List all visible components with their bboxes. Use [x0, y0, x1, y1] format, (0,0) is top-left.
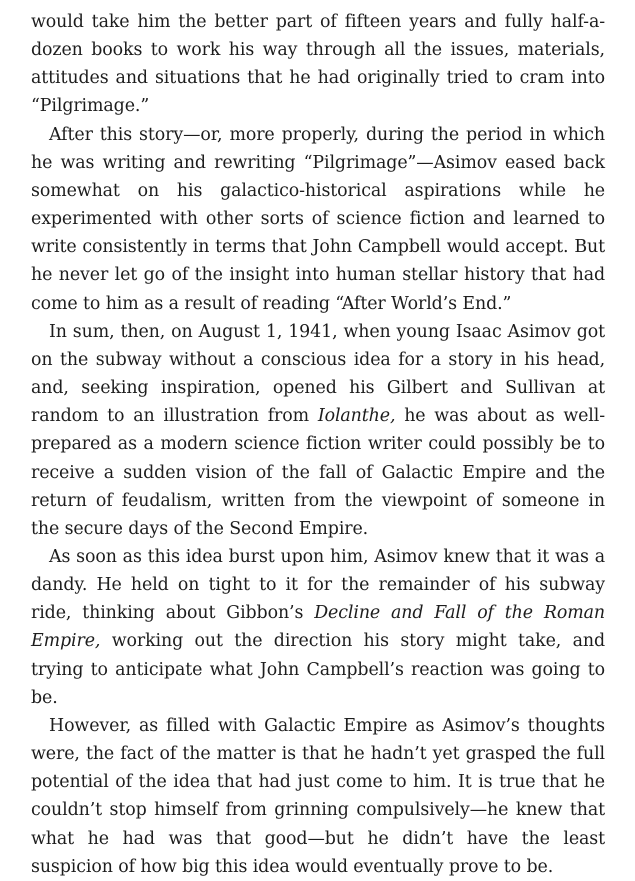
paragraph-after-this-story: [31, 121, 605, 318]
paragraph-as-soon-as: [31, 543, 605, 712]
paragraph-however: [31, 712, 605, 881]
italic-title-iolanthe: Iolanthe,: [317, 406, 396, 427]
paragraph-text: As soon as this idea burst upon him, Asimov knew that it was a dandy. He held on tight to it for the remainder of his subway ride, thinking about Gibbon’s: [31, 546, 605, 624]
paragraph-text: After this story—or, more properly, during the period in which he was writing and rewriting “Pilgrimage”—Asimov eased back somewhat on his galactico-historical aspirations while he experimented with other sorts of science fiction and learned to write consistently in terms that John Campbell would accept. But he never let go of the insight into human stellar history that had come to him as a result of reading “After World’s End.”: [31, 124, 605, 314]
paragraph-continuation: [31, 8, 605, 121]
paragraph-text: working out the direction his story might take, and trying to anticipate what John Campbell’s reaction was going to be.: [31, 631, 605, 708]
paragraph-text: In sum, then, on August 1, 1941, when young Isaac Asimov got on the subway without a conscious idea for a story in his head, and, seeking inspiration, opened his Gilbert and Sullivan at random to an illustration from: [31, 321, 605, 427]
paragraph-text: would take him the better part of fifteen years and fully half-a-dozen books to work his way through all the issues, materials, attitudes and situations that he had originally tried to cram into “Pilgrimage.”: [31, 12, 605, 117]
paragraph-text: he was about as well-prepared as a modern science fiction writer could possibly be to receive a sudden vision of the fall of Galactic Empire and the return of feudalism, written from the viewpoint of someone in the secure days of the Second Empire.: [31, 406, 605, 539]
paragraph-text: However, as filled with Galactic Empire as Asimov’s thoughts were, the fact of the matter is that he hadn’t yet grasped the full potential of the idea that had just come to him. It is true that he couldn’t stop himself from grinning compulsively—he knew that what he had was that good—but he didn’t have the least suspicion of how big this idea would eventually prove to be.: [31, 715, 605, 877]
page-body-text: [31, 0, 605, 881]
paragraph-in-sum: [31, 318, 605, 543]
italic-title-decline-and-fall: Decline and Fall of the Roman Empire,: [31, 603, 605, 652]
